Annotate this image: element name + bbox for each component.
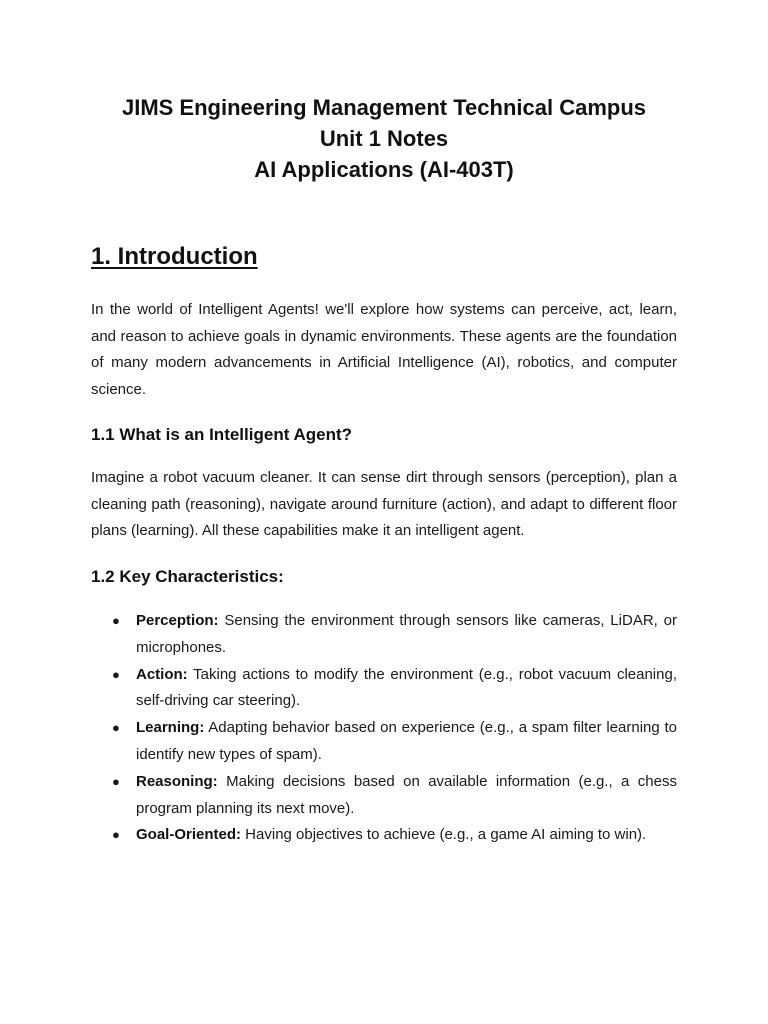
characteristic-term: Goal-Oriented: bbox=[136, 826, 242, 844]
characteristic-term: Perception: bbox=[136, 612, 219, 629]
characteristic-term: Reasoning: bbox=[136, 772, 218, 790]
institution-title: JIMS Engineering Management Technical Campus bbox=[121, 95, 647, 120]
characteristic-description: Having objectives to achieve (e.g., a game AI aiming to win). bbox=[241, 826, 647, 844]
section-heading-introduction: 1. Introduction bbox=[91, 243, 258, 270]
characteristic-description: Taking actions to modify the environment (e.g., robot vacuum cleaning, self-driving car steering). bbox=[136, 665, 677, 710]
subsection-heading-key-characteristics: 1.2 Key Characteristics: bbox=[91, 567, 284, 586]
bullet-icon: ● bbox=[112, 613, 120, 628]
characteristic-description: Adapting behavior based on experience (e.g., a spam filter learning to identify new types of spam). bbox=[136, 719, 677, 763]
document-header bbox=[0, 92, 768, 185]
characteristic-term: Action: bbox=[136, 665, 188, 683]
unit-title: Unit 1 Notes bbox=[319, 126, 449, 151]
list-item bbox=[91, 608, 677, 662]
intro-paragraph: In the world of Intelligent Agents! we'll explore how systems can perceive, act, learn, and reason to achieve goals in dynamic environments. These agents are the foundation of many modern advancements in Artificial Intelligence (AI), robotics, and computer science. bbox=[91, 301, 677, 398]
characteristic-description: Making decisions based on available information (e.g., a chess program planning its next move). bbox=[136, 772, 677, 817]
characteristic-term: Learning: bbox=[136, 719, 205, 737]
bullet-icon: ● bbox=[112, 773, 120, 789]
bullet-icon: ● bbox=[112, 666, 120, 682]
subsection-heading-intelligent-agent: 1.1 What is an Intelligent Agent? bbox=[91, 425, 353, 444]
list-item bbox=[91, 822, 677, 849]
bullet-icon: ● bbox=[112, 720, 120, 736]
course-title: AI Applications (AI-403T) bbox=[254, 157, 514, 182]
key-characteristics-list bbox=[91, 608, 677, 849]
list-item bbox=[91, 662, 677, 716]
list-item bbox=[91, 715, 677, 769]
list-item bbox=[91, 769, 677, 823]
intelligent-agent-paragraph: Imagine a robot vacuum cleaner. It can sense dirt through sensors (perception), plan a cleaning path (reasoning), navigate around furniture (action), and adapt to different floor plans (learning). All these capabilities make it an intelligent agent. bbox=[91, 469, 677, 539]
bullet-icon: ● bbox=[112, 827, 120, 843]
characteristic-description: Sensing the environment through sensors like cameras, LiDAR, or microphones. bbox=[136, 612, 677, 656]
